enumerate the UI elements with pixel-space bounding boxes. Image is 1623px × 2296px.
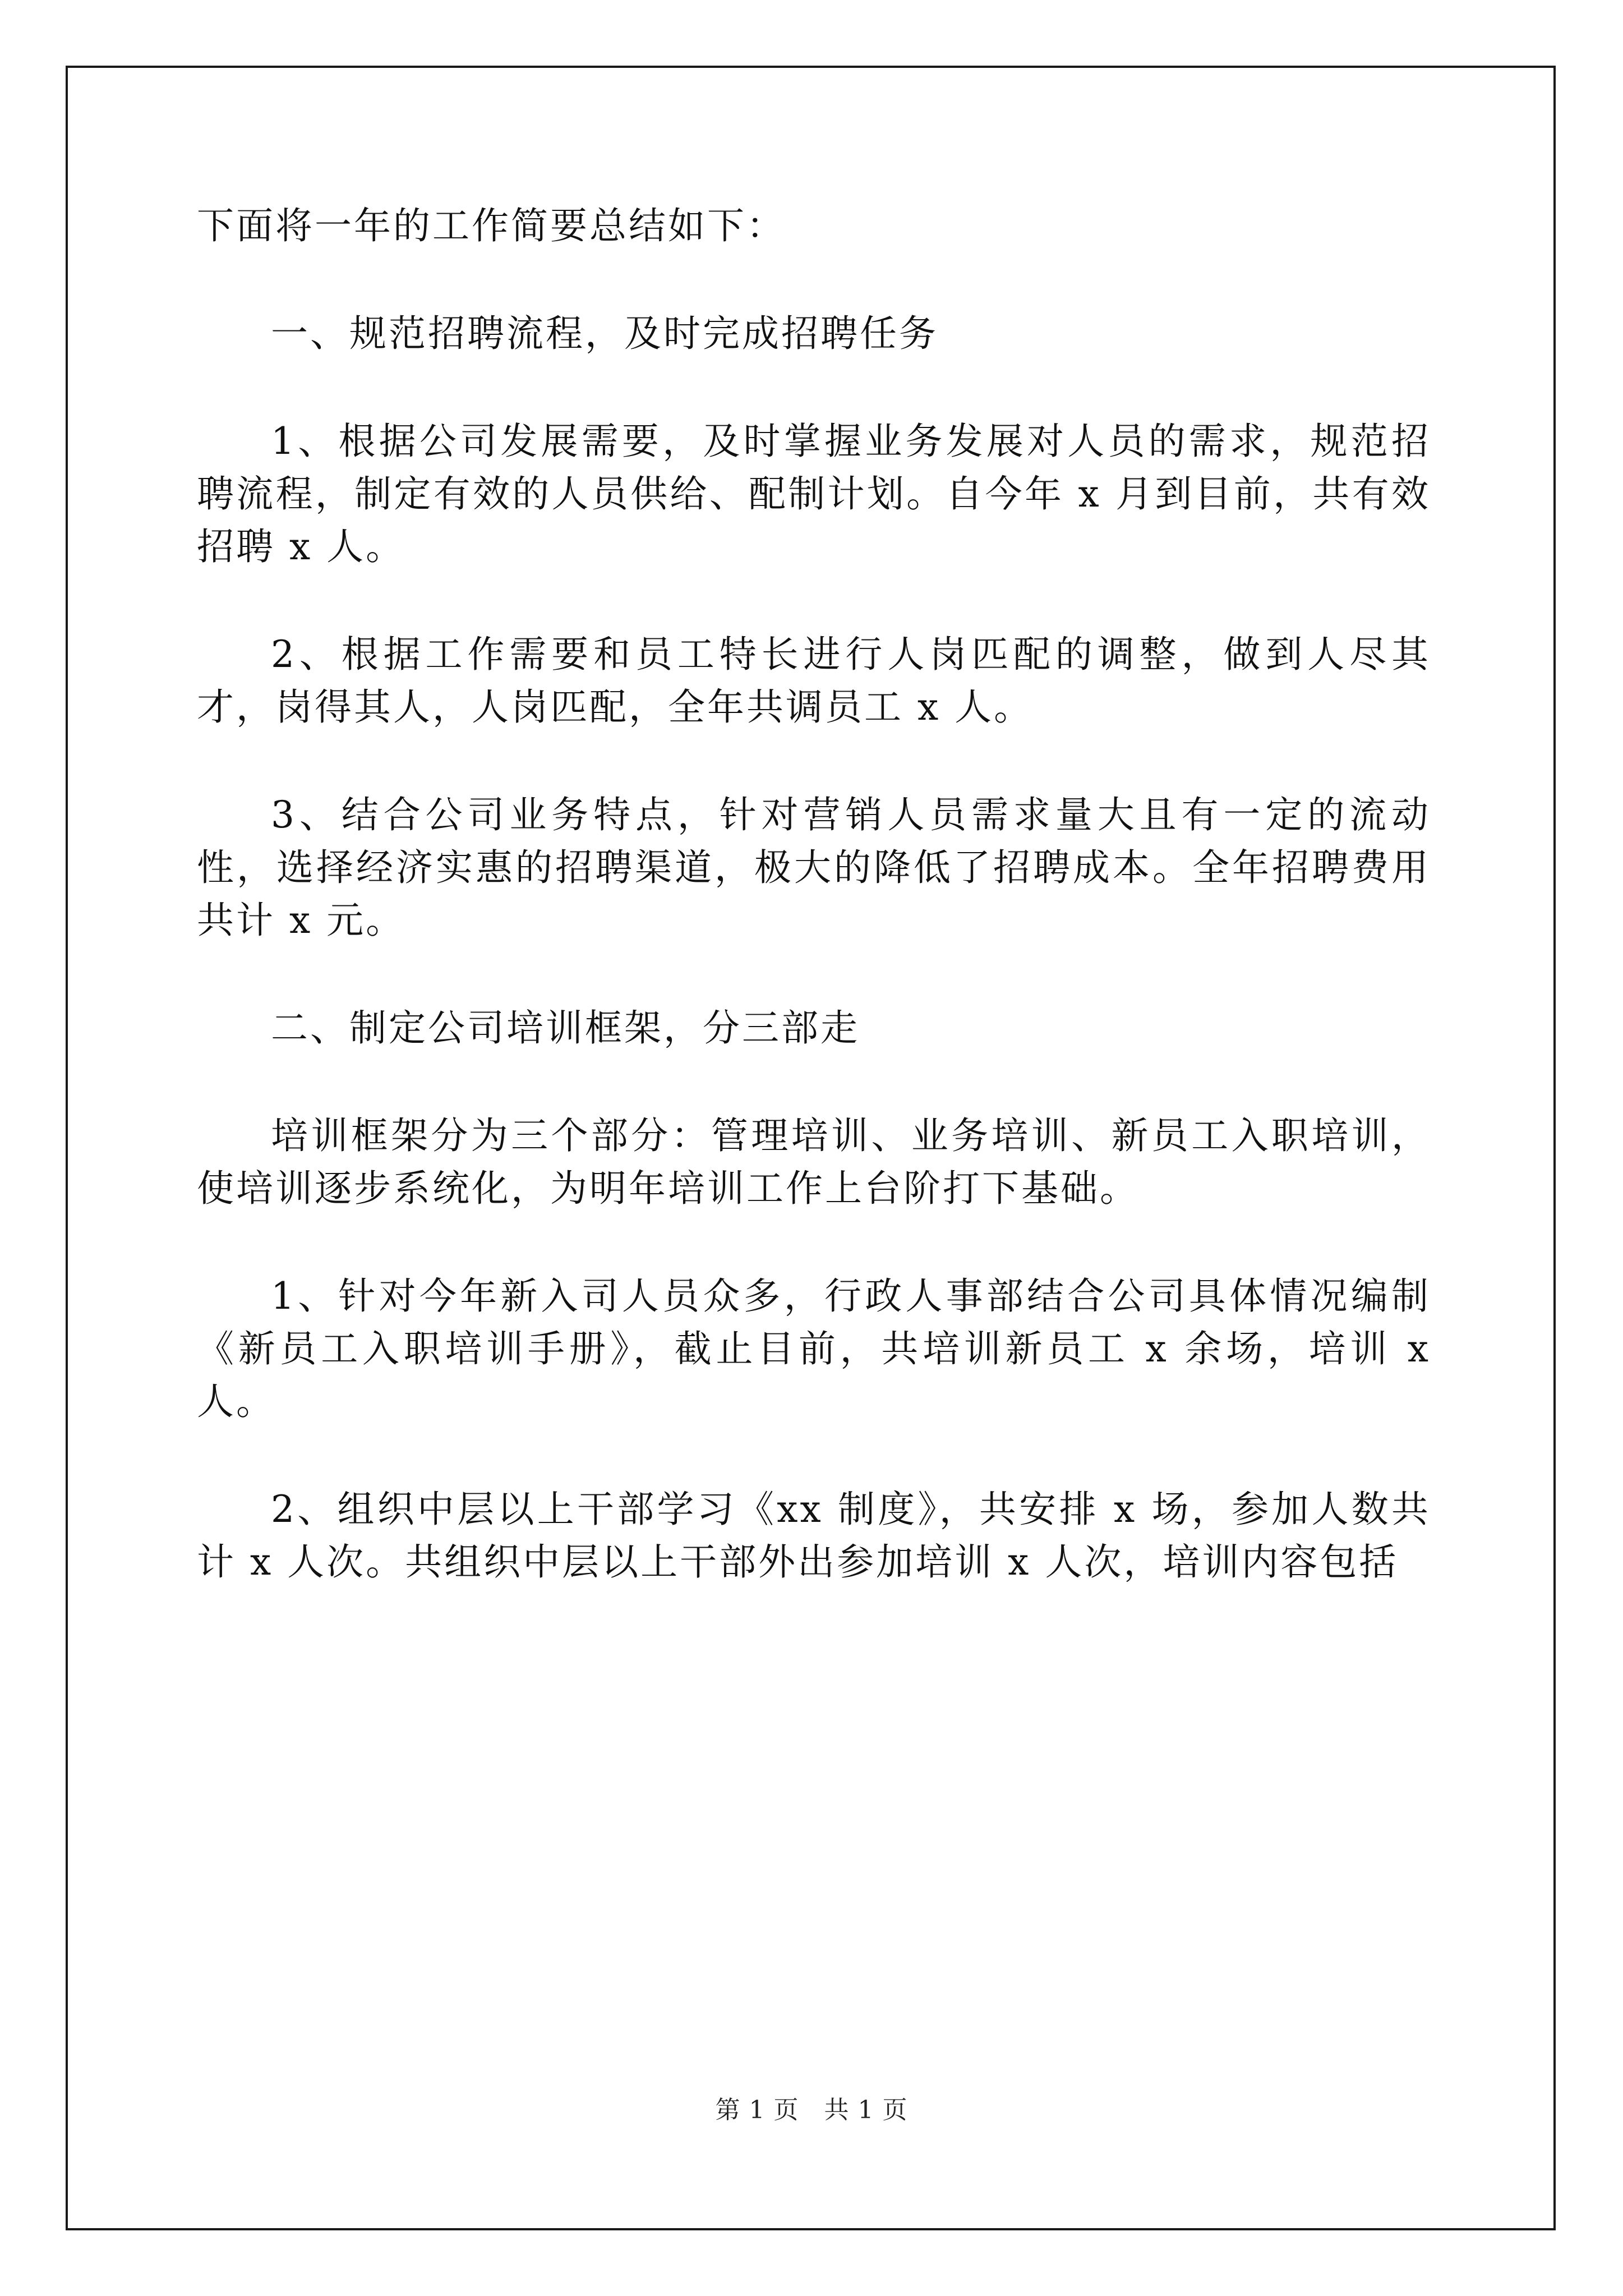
paragraph-recruitment-2: 2、根据工作需要和员工特长进行人岗匹配的调整，做到人尽其才，岗得其人，人岗匹配，全年共调员工 x 人。: [197, 633, 1431, 729]
intro-paragraph: 下面将一年的工作简要总结如下：: [197, 204, 786, 247]
paragraph-recruitment-1: 1、根据公司发展需要，及时掌握业务发展对人员的需求，规范招聘流程，制定有效的人员供给、配制计划。自今年 x 月到目前，共有效招聘 x 人。: [197, 420, 1431, 568]
section-heading-training: 二、制定公司培训框架，分三部走: [271, 1006, 860, 1050]
document-body: [197, 200, 1431, 1644]
paragraph-training-framework: 培训框架分为三个部分：管理培训、业务培训、新员工入职培训，使培训逐步系统化，为明年培训工作上台阶打下基础。: [197, 1114, 1431, 1210]
paragraph-training-2: 2、组织中层以上干部学习《xx 制度》，共安排 x 场，参加人数共计 x 人次。共组织中层以上干部外出参加培训 x 人次，培训内容包括: [197, 1488, 1431, 1584]
paragraph-recruitment-3: 3、结合公司业务特点，针对营销人员需求量大且有一定的流动性，选择经济实惠的招聘渠道，极大的降低了招聘成本。全年招聘费用共计 x 元。: [197, 793, 1431, 942]
paragraph-training-1: 1、针对今年新入司人员众多，行政人事部结合公司具体情况编制《新员工入职培训手册》，截止目前，共培训新员工 x 余场，培训 x 人。: [197, 1274, 1431, 1423]
page-number-footer: 第 1 页 共 1 页: [715, 2096, 908, 2124]
section-heading-recruitment: 一、规范招聘流程，及时完成招聘任务: [271, 312, 938, 355]
